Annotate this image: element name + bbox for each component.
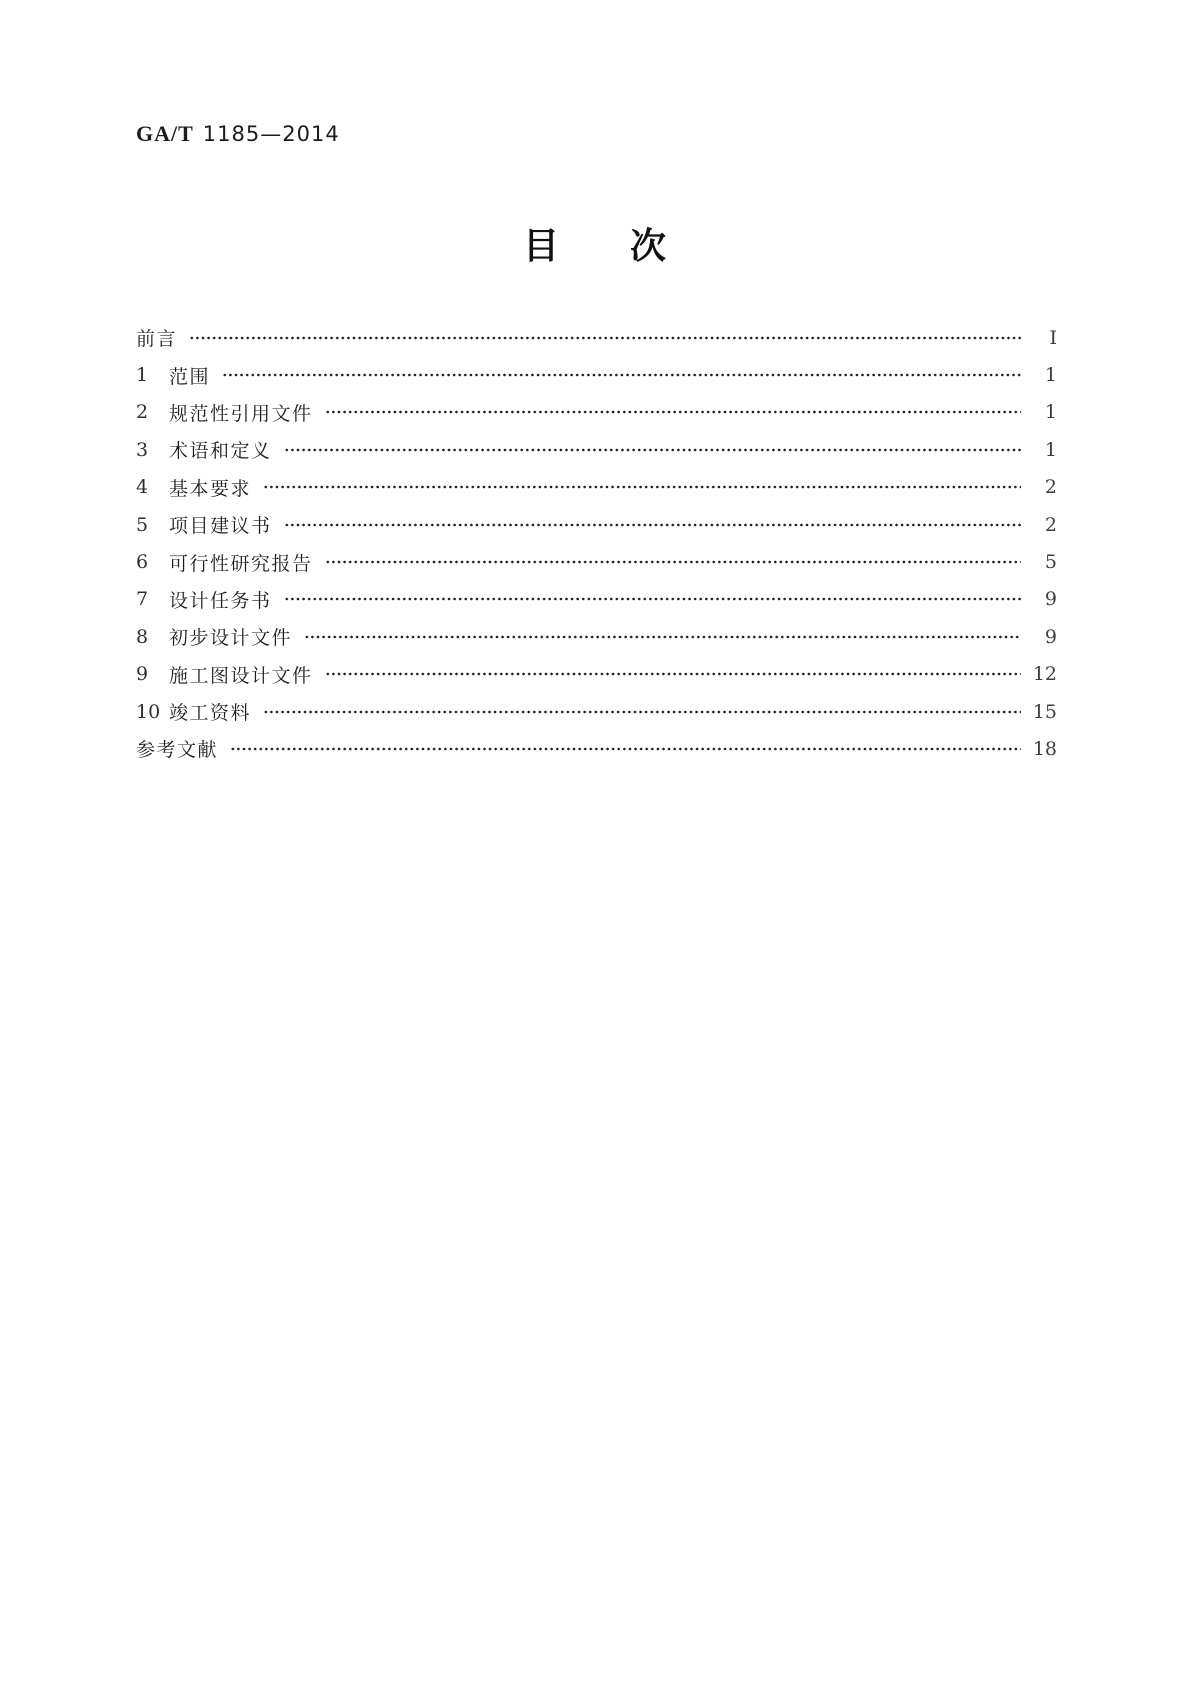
dot-leader [263, 710, 1021, 714]
toc-entry-label: 设计任务书 [169, 590, 272, 612]
toc-entry-label: 范围 [169, 366, 211, 388]
toc-entry-page: 5 [1044, 551, 1057, 574]
toc-entry-4 [136, 469, 1057, 506]
toc-entry-number: 6 [136, 551, 149, 574]
toc-entry-page: 18 [1032, 737, 1057, 760]
dot-leader [230, 747, 1021, 751]
table-of-contents [136, 319, 1057, 768]
dot-leader [284, 448, 1021, 452]
dot-leader [222, 373, 1021, 377]
toc-entry-number: 2 [136, 401, 149, 424]
toc-entry-number: 9 [136, 663, 149, 686]
toc-entry-label: 竣工资料 [169, 703, 252, 725]
toc-entry-page: 1 [1044, 401, 1057, 424]
toc-entry-label: 前言 [136, 329, 178, 351]
toc-entry-10 [136, 693, 1057, 730]
toc-entry-1 [136, 356, 1057, 393]
toc-entry-number: 4 [136, 476, 149, 499]
dot-leader [325, 410, 1021, 414]
toc-entry-number: 8 [136, 625, 149, 648]
toc-entry-page: 15 [1032, 700, 1057, 723]
toc-entry-references [136, 730, 1057, 767]
standard-code-prefix: GA/T [136, 121, 194, 146]
dot-leader [325, 672, 1021, 676]
toc-entry-7 [136, 581, 1057, 618]
toc-entry-page: 9 [1044, 625, 1057, 648]
dot-leader [263, 485, 1021, 489]
toc-entry-label: 基本要求 [169, 478, 252, 500]
toc-entry-page: Ⅰ [1049, 326, 1057, 349]
toc-entry-page: 9 [1044, 588, 1057, 611]
dot-leader [325, 560, 1021, 564]
toc-entry-number: 1 [136, 364, 149, 387]
dot-leader [284, 523, 1021, 527]
toc-entry-number: 10 [136, 700, 161, 723]
toc-entry-page: 1 [1044, 364, 1057, 387]
toc-entry-page: 2 [1044, 513, 1057, 536]
toc-entry-label: 施工图设计文件 [169, 665, 313, 687]
toc-title: 目 次 [522, 226, 668, 266]
toc-entry-label: 参考文献 [136, 740, 219, 762]
toc-entry-number: 5 [136, 513, 149, 536]
toc-entry-foreword [136, 319, 1057, 356]
toc-entry-8 [136, 618, 1057, 655]
dot-leader [304, 635, 1021, 639]
toc-entry-label: 术语和定义 [169, 441, 272, 463]
toc-entry-number: 3 [136, 438, 149, 461]
toc-entry-page: 12 [1032, 663, 1057, 686]
dot-leader [189, 336, 1021, 340]
toc-entry-number: 7 [136, 588, 149, 611]
toc-entry-2 [136, 394, 1057, 431]
standard-code-number: 1185—2014 [202, 122, 340, 146]
standard-code [136, 121, 340, 147]
toc-entry-label: 可行性研究报告 [169, 553, 313, 575]
toc-entry-label: 规范性引用文件 [169, 403, 313, 425]
toc-entry-9 [136, 656, 1057, 693]
toc-entry-3 [136, 431, 1057, 468]
toc-entry-page: 2 [1044, 476, 1057, 499]
toc-entry-label: 项目建议书 [169, 516, 272, 538]
toc-entry-label: 初步设计文件 [169, 628, 293, 650]
toc-entry-6 [136, 543, 1057, 580]
toc-entry-5 [136, 506, 1057, 543]
toc-entry-page: 1 [1044, 438, 1057, 461]
dot-leader [284, 597, 1021, 601]
